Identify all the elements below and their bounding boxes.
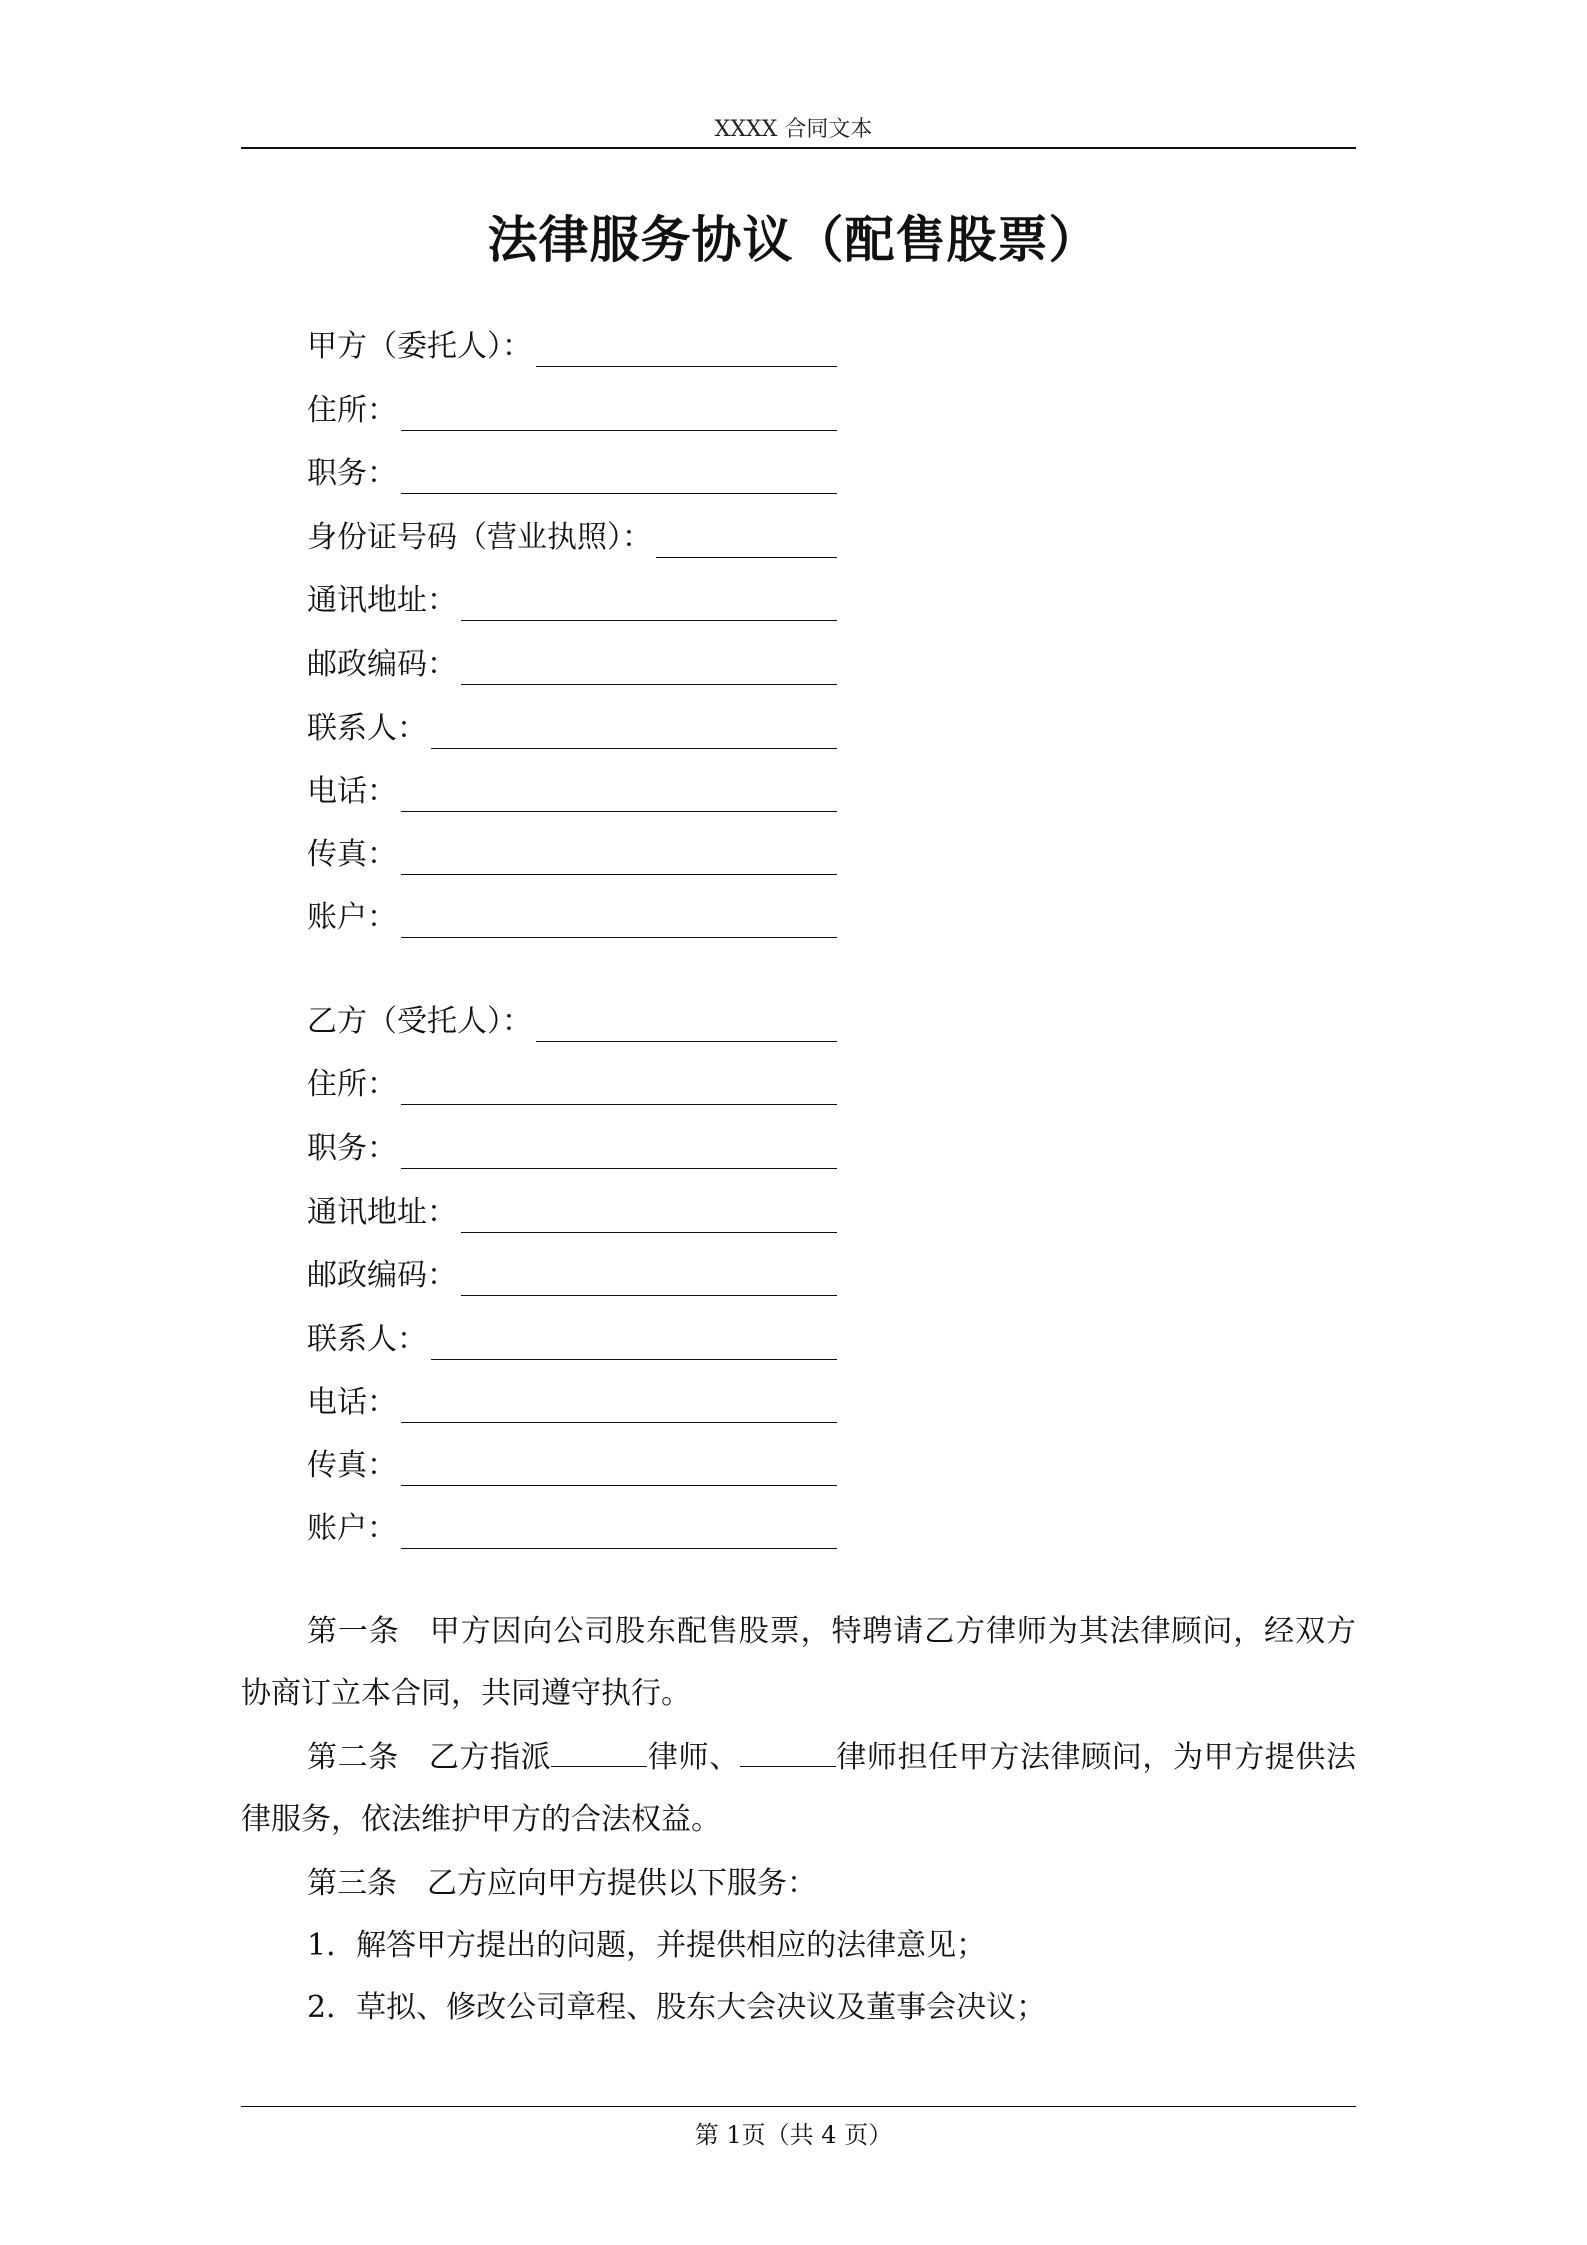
fill-in-line[interactable]	[461, 588, 837, 621]
field-label: 职务：	[307, 456, 397, 491]
field-label: 住所：	[307, 393, 397, 428]
fill-in-line[interactable]	[401, 1390, 837, 1423]
field-label: 身份证号码（营业执照）：	[307, 520, 652, 555]
fill-in-line[interactable]	[401, 779, 837, 812]
footer-divider	[241, 2106, 1356, 2107]
field-label: 通讯地址：	[307, 1195, 457, 1230]
fill-in-line[interactable]	[536, 334, 837, 367]
clause-text: 乙方应向甲方提供以下服务：	[427, 1866, 817, 1901]
party-a-contact-field[interactable]	[307, 709, 837, 749]
lawyer-name-blank-2[interactable]	[740, 1742, 836, 1767]
clause-3	[241, 1853, 1356, 1915]
field-label: 职务：	[307, 1131, 397, 1166]
party-a-position-field[interactable]	[307, 454, 837, 494]
document-title: 法律服务协议（配售股票）	[487, 210, 1100, 269]
party-b-contact-field[interactable]	[307, 1320, 837, 1360]
fill-in-line[interactable]	[461, 652, 837, 685]
service-item-1: 1．解答甲方提出的问题，并提供相应的法律意见；	[307, 1928, 987, 1963]
field-label: 联系人：	[307, 1322, 427, 1357]
field-label: 乙方（受托人）：	[307, 1004, 532, 1039]
clause-text: 甲方因向公司股东配售股票，特聘请乙方律师为其法律顾问，经双方协商订立本合同，共同遵守执行。	[241, 1614, 1356, 1711]
party-a-postal-code-field[interactable]	[307, 645, 837, 685]
party-a-phone-field[interactable]	[307, 772, 837, 812]
clause-text: 律师担任甲方法律顾问，为甲方提供法律服务，依法维护甲方的合法权益。	[241, 1740, 1357, 1837]
fill-in-line[interactable]	[461, 1200, 837, 1233]
clause-number: 第二条	[307, 1740, 399, 1775]
fill-in-line[interactable]	[431, 716, 837, 749]
party-a-fax-field[interactable]	[307, 835, 837, 875]
field-label: 甲方（委托人）：	[307, 329, 532, 364]
field-label: 联系人：	[307, 711, 427, 746]
clause-number: 第三条	[307, 1866, 397, 1901]
field-label: 邮政编码：	[307, 647, 457, 682]
party-a-mailing-address-field[interactable]	[307, 581, 837, 621]
field-label: 传真：	[307, 837, 397, 872]
fill-in-line[interactable]	[401, 1453, 837, 1486]
field-label: 邮政编码：	[307, 1258, 457, 1293]
party-a-name-field[interactable]	[307, 327, 837, 367]
party-b-phone-field[interactable]	[307, 1383, 837, 1423]
party-b-name-field[interactable]	[307, 1002, 837, 1042]
clause-1	[241, 1601, 1356, 1725]
party-b-position-field[interactable]	[307, 1129, 837, 1169]
fill-in-line[interactable]	[401, 1516, 837, 1549]
fill-in-line[interactable]	[401, 461, 837, 494]
fill-in-line[interactable]	[431, 1327, 837, 1360]
page-number: 第 1页（共 4 页）	[694, 2121, 893, 2149]
document-header: XXXX 合同文本	[714, 117, 873, 142]
field-label: 传真：	[307, 1448, 397, 1483]
fill-in-line[interactable]	[656, 525, 837, 558]
header-divider	[241, 147, 1356, 149]
field-label: 电话：	[307, 774, 397, 809]
lawyer-name-blank-1[interactable]	[551, 1742, 647, 1767]
fill-in-line[interactable]	[401, 398, 837, 431]
party-b-postal-code-field[interactable]	[307, 1256, 837, 1296]
party-b-fax-field[interactable]	[307, 1446, 837, 1486]
clause-2	[241, 1727, 1356, 1851]
fill-in-line[interactable]	[536, 1009, 837, 1042]
clause-text: 乙方指派	[428, 1740, 552, 1775]
field-label: 电话：	[307, 1385, 397, 1420]
party-a-id-number-field[interactable]	[307, 518, 837, 558]
fill-in-line[interactable]	[401, 1136, 837, 1169]
service-item-2: 2．草拟、修改公司章程、股东大会决议及董事会决议；	[307, 1990, 1047, 2025]
field-label: 账户：	[307, 900, 397, 935]
clause-text: 律师、	[647, 1740, 740, 1775]
fill-in-line[interactable]	[461, 1263, 837, 1296]
party-a-address-field[interactable]	[307, 391, 837, 431]
fill-in-line[interactable]	[401, 842, 837, 875]
fill-in-line[interactable]	[401, 1072, 837, 1105]
party-b-address-field[interactable]	[307, 1065, 837, 1105]
party-a-account-field[interactable]	[307, 898, 837, 938]
party-b-account-field[interactable]	[307, 1509, 837, 1549]
field-label: 住所：	[307, 1067, 397, 1102]
field-label: 通讯地址：	[307, 583, 457, 618]
party-b-mailing-address-field[interactable]	[307, 1193, 837, 1233]
fill-in-line[interactable]	[401, 905, 837, 938]
clause-number: 第一条	[307, 1614, 400, 1649]
field-label: 账户：	[307, 1511, 397, 1546]
